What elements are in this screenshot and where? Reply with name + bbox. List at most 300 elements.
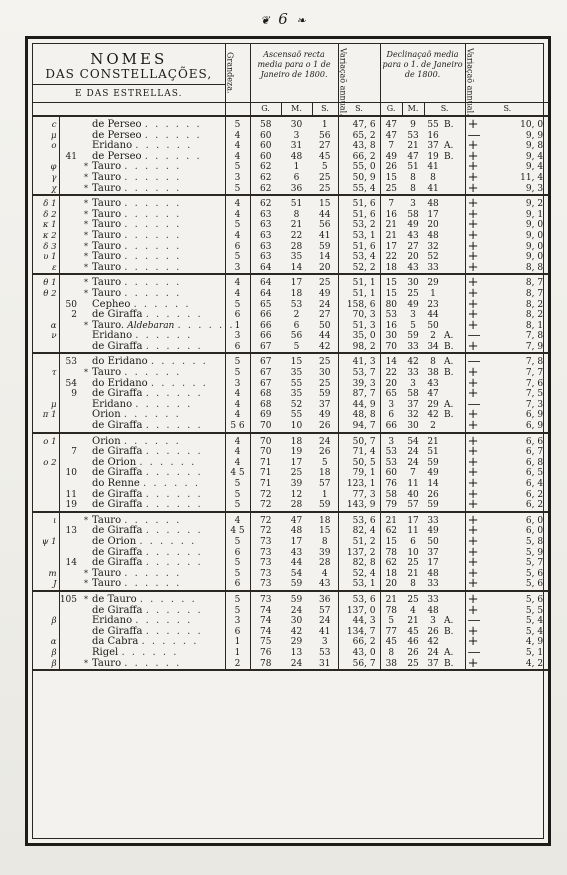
ra-annual-variation: 87, 7 xyxy=(338,389,380,400)
leader-dots: . . . . . . xyxy=(150,377,208,389)
dec-seconds: 17 xyxy=(427,558,439,569)
dec-minutes: 6 xyxy=(410,536,416,547)
star-name: Tauro xyxy=(92,657,122,669)
star-letter xyxy=(33,627,59,638)
tauro-marker xyxy=(81,389,91,400)
dec-minutes: 33 xyxy=(407,368,419,379)
star-name: Tauro. xyxy=(92,319,125,331)
star-name: Tauro xyxy=(92,240,122,252)
ra-annual-variation: 41, 3 xyxy=(338,353,380,368)
ra-seconds: 25 xyxy=(312,184,338,196)
dec-degrees: 47 xyxy=(385,130,398,141)
dec-hemisphere xyxy=(442,289,465,300)
dec-seconds: 50 xyxy=(427,536,439,547)
star-letter: δ 3 xyxy=(33,242,59,253)
star-number xyxy=(59,606,81,617)
dec-annual-variation: 6, 0 xyxy=(525,526,544,537)
ra-minutes: 18 xyxy=(290,436,303,447)
leader-dots: . . . . . . xyxy=(145,340,203,352)
tauro-marker xyxy=(81,141,91,152)
dec-hemisphere xyxy=(442,548,465,559)
dec-variation-sign: + xyxy=(467,555,479,571)
ra-annual-variation: 137, 2 xyxy=(338,548,380,559)
dec-seconds: 8 xyxy=(430,172,436,183)
tauro-marker xyxy=(81,421,91,433)
ra-degrees: 74 xyxy=(260,616,272,627)
star-name: Tauro xyxy=(92,514,122,526)
dec-hemisphere xyxy=(442,263,465,275)
dec-degrees: 38 xyxy=(380,659,402,671)
star-letter xyxy=(33,591,59,606)
star-number: 13 xyxy=(65,526,77,537)
table-row xyxy=(33,579,549,591)
dec-hemisphere xyxy=(442,184,465,196)
ra-annual-variation: 50, 9 xyxy=(338,173,380,184)
ra-annual-variation: 53, 6 xyxy=(338,512,380,527)
tauro-marker xyxy=(81,342,91,354)
leader-dots: . . . . . . xyxy=(124,251,182,263)
tauro-marker xyxy=(81,490,91,501)
star-name: de Giraffa xyxy=(92,557,143,569)
ra-seconds: 49 xyxy=(312,410,338,421)
ra-annual-variation: 51, 6 xyxy=(338,242,380,253)
dec-seconds: 47 xyxy=(427,389,439,400)
star-number xyxy=(59,368,81,379)
star-name: Tauro xyxy=(92,367,122,379)
star-letter: υ 1 xyxy=(33,252,59,263)
dec-minutes: 53 xyxy=(407,130,419,141)
dec-seconds: 38 xyxy=(427,368,439,379)
dec-seconds: 41 xyxy=(424,184,442,196)
dec-minutes: 27 xyxy=(407,241,419,252)
dec-degrees: 6 xyxy=(388,410,395,421)
dec-annual-variation: 9, 0 xyxy=(525,220,544,231)
ra-minutes: 53 xyxy=(290,299,303,310)
star-number xyxy=(59,252,81,263)
star-name: Tauro xyxy=(92,182,122,194)
dec-annual-variation: 8, 1 xyxy=(525,320,544,331)
dec-seconds: 48 xyxy=(427,568,439,579)
magnitude: 5 6 xyxy=(225,421,250,433)
dec-seconds: 59 xyxy=(424,500,442,512)
dec-annual-variation: 9, 0 xyxy=(525,241,544,252)
ra-annual-variation: 79, 1 xyxy=(338,468,380,479)
ra-minutes: 2 xyxy=(293,310,300,321)
star-name: Tauro xyxy=(92,251,122,263)
dec-hemisphere xyxy=(442,637,465,648)
tauro-marker xyxy=(81,331,91,342)
dec-hemisphere: B. xyxy=(442,410,465,421)
header-variacao-2: Variaçaõ annual. xyxy=(465,44,549,103)
tauro-marker: * xyxy=(84,172,88,182)
dec-minutes: 25 xyxy=(407,558,419,569)
magnitude: 3 xyxy=(225,616,250,627)
ra-minutes: 52 xyxy=(290,399,303,410)
star-name: de Giraffa xyxy=(92,525,143,537)
dec-annual-variation: 5, 4 xyxy=(525,616,544,627)
magnitude: 1 xyxy=(225,637,250,648)
star-name-cell xyxy=(91,274,225,289)
leader-dots: . . . . . . xyxy=(145,604,203,616)
dec-degrees: 78 xyxy=(385,605,398,616)
ra-seconds: 25 xyxy=(312,274,338,289)
ra-minutes: 17 xyxy=(290,278,303,289)
magnitude: 4 5 xyxy=(225,468,250,479)
star-number xyxy=(59,659,81,671)
ra-annual-variation: 143, 9 xyxy=(338,500,380,512)
dec-minutes: 8 xyxy=(402,579,424,591)
leader-dots: . . . . . . xyxy=(124,208,182,220)
dec-hemisphere xyxy=(442,379,465,390)
dec-minutes: 7 xyxy=(410,468,416,479)
ra-minutes: 43 xyxy=(290,547,303,558)
dec-degrees: 79 xyxy=(380,500,402,512)
magnitude: 5 xyxy=(225,162,250,173)
star-proper-name: Aldebaran xyxy=(127,320,175,331)
star-letter xyxy=(33,468,59,479)
magnitude: 5 xyxy=(225,368,250,379)
leader-dots: . . . . . . xyxy=(121,646,179,658)
star-number xyxy=(59,579,81,591)
star-letter xyxy=(33,558,59,569)
table-row xyxy=(33,263,549,275)
dec-hemisphere xyxy=(442,433,465,448)
star-letter: ε xyxy=(33,263,59,275)
ra-minutes: 5 xyxy=(281,342,312,354)
dec-minutes: 4 xyxy=(410,605,416,616)
ra-degrees: 67 xyxy=(260,378,272,389)
magnitude: 4 xyxy=(225,400,250,411)
ra-degrees: 60 xyxy=(260,130,272,141)
dec-hemisphere: A. xyxy=(442,400,465,411)
tauro-marker: * xyxy=(84,199,88,209)
dec-minutes: 57 xyxy=(402,500,424,512)
ra-annual-variation: 55, 4 xyxy=(338,184,380,196)
star-number xyxy=(59,458,81,469)
ra-minutes: 22 xyxy=(290,230,303,241)
dec-minutes: 58 xyxy=(407,389,419,400)
dec-variation-sign: + xyxy=(467,227,479,243)
ra-minutes: 13 xyxy=(290,647,303,658)
dec-variation-sign: + xyxy=(467,386,479,402)
ra-annual-variation: 52, 4 xyxy=(338,569,380,580)
ra-minutes: 59 xyxy=(290,594,303,605)
dec-variation-sign: + xyxy=(467,317,479,333)
star-number: 7 xyxy=(71,447,77,458)
leader-dots: . . . . . . xyxy=(124,277,182,289)
dec-hemisphere: B. xyxy=(442,368,465,379)
sub-ra-m: M. xyxy=(281,103,312,117)
ra-seconds: 42 xyxy=(312,342,338,354)
dec-minutes: 26 xyxy=(407,647,419,658)
magnitude: 3 xyxy=(225,173,250,184)
star-number xyxy=(59,342,81,354)
star-name-cell xyxy=(91,184,225,196)
tauro-marker: * xyxy=(84,162,88,172)
dec-minutes: 21 xyxy=(407,616,419,627)
ra-annual-variation: 66, 2 xyxy=(338,152,380,163)
dec-annual-variation: 6, 2 xyxy=(479,500,549,512)
dec-seconds: 16 xyxy=(427,130,439,141)
dec-hemisphere: B. xyxy=(442,342,465,354)
ra-minutes: 3 xyxy=(293,130,300,141)
ra-minutes: 1 xyxy=(293,162,300,173)
dec-annual-variation: 9, 0 xyxy=(525,252,544,263)
dec-seconds: 26 xyxy=(427,626,439,637)
dec-annual-variation: 8, 2 xyxy=(525,299,544,310)
ra-annual-variation: 158, 6 xyxy=(338,300,380,311)
dec-variation-sign: + xyxy=(467,433,479,449)
star-number xyxy=(59,162,81,173)
magnitude: 3 xyxy=(225,263,250,275)
dec-minutes: 42 xyxy=(407,357,419,368)
dec-hemisphere xyxy=(442,173,465,184)
ra-annual-variation: 53, 1 xyxy=(338,231,380,242)
ra-minutes: 14 xyxy=(281,263,312,275)
tauro-marker xyxy=(81,616,91,627)
dec-minutes: 43 xyxy=(407,230,419,241)
dec-variation-sign: + xyxy=(467,117,479,132)
ra-minutes: 54 xyxy=(290,568,303,579)
dec-annual-variation: 9, 2 xyxy=(525,199,544,210)
leader-dots: . . . . . . xyxy=(145,625,203,637)
dec-degrees: 70 xyxy=(380,342,402,354)
dec-annual-variation: 5, 6 xyxy=(525,568,544,579)
ra-annual-variation: 52, 2 xyxy=(338,263,380,275)
ra-minutes: 12 xyxy=(290,489,303,500)
ra-degrees: 65 xyxy=(260,299,272,310)
star-letter xyxy=(33,152,59,163)
star-name: Orion xyxy=(92,409,121,421)
magnitude: 4 xyxy=(225,447,250,458)
ra-minutes: 36 xyxy=(281,184,312,196)
dec-seconds: 29 xyxy=(427,399,439,410)
tauro-marker xyxy=(81,310,91,321)
star-name: Tauro xyxy=(92,208,122,220)
dec-seconds: 37 xyxy=(424,659,442,671)
table-row xyxy=(33,421,549,433)
tauro-marker xyxy=(81,537,91,548)
ra-minutes: 35 xyxy=(290,252,303,263)
leader-dots: . . . . . . xyxy=(124,261,182,273)
dec-annual-variation: 10, 0 xyxy=(520,120,544,130)
tauro-marker: * xyxy=(84,252,88,262)
magnitude: 5 xyxy=(225,490,250,501)
dec-annual-variation: 8, 8 xyxy=(479,263,549,275)
star-name: de Giraffa xyxy=(92,309,143,321)
table-frame xyxy=(25,36,551,846)
leader-dots: . . . . . . xyxy=(144,119,202,130)
ra-annual-variation: 35, 0 xyxy=(338,331,380,342)
leader-dots: . . . . . . xyxy=(144,150,202,162)
ra-minutes: 18 xyxy=(290,288,303,299)
star-name: de Perseo xyxy=(92,119,142,130)
ra-degrees: 73 xyxy=(260,536,272,547)
ra-seconds: 49 xyxy=(312,289,338,300)
ra-seconds: 36 xyxy=(312,591,338,606)
ra-seconds: 24 xyxy=(312,433,338,448)
ra-degrees: 76 xyxy=(260,647,272,658)
ra-annual-variation: 53, 7 xyxy=(338,368,380,379)
ra-degrees: 63 xyxy=(260,252,272,263)
ra-minutes: 29 xyxy=(290,637,303,648)
star-letter: α xyxy=(33,321,59,332)
tauro-marker: * xyxy=(81,659,91,671)
star-number xyxy=(59,220,81,231)
dec-degrees: 21 xyxy=(385,515,398,526)
star-catalogue-table xyxy=(33,44,549,671)
dec-annual-variation: 6, 2 xyxy=(525,489,544,500)
dec-annual-variation: 7, 8 xyxy=(525,357,544,368)
dec-annual-variation: 5, 5 xyxy=(525,605,544,616)
star-letter: μ xyxy=(33,131,59,142)
dec-seconds: 42 xyxy=(427,410,439,421)
ra-seconds: 26 xyxy=(312,421,338,433)
ra-minutes: 17 xyxy=(290,536,303,547)
dec-hemisphere xyxy=(442,421,465,433)
ra-minutes: 25 xyxy=(290,468,303,479)
dec-minutes: 47 xyxy=(407,151,419,162)
star-name: de Giraffa xyxy=(92,499,143,511)
star-letter xyxy=(33,353,59,368)
dec-minutes: 45 xyxy=(407,626,419,637)
header-grandeza: Grandeza. xyxy=(225,44,250,103)
ra-degrees: 67 xyxy=(260,368,272,379)
dec-annual-variation: 6, 4 xyxy=(525,479,544,489)
dec-degrees: 66 xyxy=(380,421,402,433)
leader-dots: . . . . . . xyxy=(141,636,199,648)
tauro-marker: * xyxy=(84,209,88,219)
dec-minutes: 25 xyxy=(407,288,419,299)
star-name: Tauro xyxy=(92,229,122,241)
magnitude: 4 xyxy=(225,289,250,300)
dec-variation-sign: + xyxy=(467,169,479,185)
leader-dots: . . . . . . xyxy=(135,140,193,152)
dec-seconds: 2 xyxy=(424,421,442,433)
dec-variation-sign: + xyxy=(467,533,479,549)
leader-dots: . . . . . . xyxy=(145,446,203,458)
dec-annual-variation: 5, 1 xyxy=(525,647,544,658)
ra-annual-variation: 43, 8 xyxy=(338,141,380,152)
magnitude: 6 xyxy=(225,548,250,559)
star-name: de Tauro xyxy=(92,593,137,605)
dec-hemisphere xyxy=(442,389,465,400)
ra-seconds: 59 xyxy=(312,389,338,400)
star-number: 10 xyxy=(65,468,77,479)
ra-seconds: 44 xyxy=(312,210,338,221)
ra-minutes: 48 xyxy=(290,526,303,537)
magnitude: 5 xyxy=(225,558,250,569)
dec-minutes: 30 xyxy=(407,278,419,289)
dec-degrees: 20 xyxy=(385,378,398,389)
star-name: do Eridano xyxy=(92,356,148,368)
leader-dots: . . . . . . xyxy=(139,456,197,468)
dec-hemisphere xyxy=(442,300,465,311)
dec-degrees: 62 xyxy=(385,526,398,537)
dec-hemisphere xyxy=(442,242,465,253)
ra-annual-variation: 98, 2 xyxy=(338,342,380,354)
dec-variation-sign: + xyxy=(467,307,479,323)
dec-degrees: 3 xyxy=(388,399,395,410)
leader-dots: . . . . . . xyxy=(145,420,203,432)
ra-minutes: 39 xyxy=(290,479,303,489)
dec-minutes: 49 xyxy=(407,220,419,231)
star-name-cell xyxy=(91,263,225,275)
star-number: 41 xyxy=(65,151,77,162)
dec-seconds: 44 xyxy=(427,310,439,321)
dec-variation-sign: + xyxy=(465,421,479,433)
tauro-marker xyxy=(81,131,91,142)
dec-annual-variation: 6, 7 xyxy=(525,447,544,458)
dec-hemisphere xyxy=(442,579,465,591)
dec-degrees: 22 xyxy=(385,368,398,379)
star-letter xyxy=(33,421,59,433)
dec-seconds: 29 xyxy=(427,278,439,289)
dec-variation-sign: + xyxy=(467,159,479,175)
tauro-marker: * xyxy=(84,241,88,251)
dec-annual-variation: 8, 2 xyxy=(525,310,544,321)
star-number xyxy=(59,410,81,421)
dec-seconds: 34 xyxy=(424,342,442,354)
dec-degrees: 53 xyxy=(385,310,398,321)
dec-degrees: 5 xyxy=(388,616,395,627)
star-name: de Giraffa xyxy=(92,467,143,479)
tauro-marker xyxy=(81,468,91,479)
dec-annual-variation: 7, 6 xyxy=(525,378,544,389)
star-number xyxy=(59,548,81,559)
star-number: 54 xyxy=(65,378,77,389)
dec-seconds: 41 xyxy=(427,162,439,173)
star-name: de Giraffa xyxy=(92,488,143,500)
ra-seconds: 28 xyxy=(312,558,338,569)
star-letter: ι xyxy=(33,512,59,527)
header-constellations: NOMES DAS CONSTELLAÇÕES, E DAS ESTRELLAS. xyxy=(33,44,225,103)
dec-variation-sign: + xyxy=(467,296,479,312)
ra-annual-variation: 134, 7 xyxy=(338,627,380,638)
magnitude: 5 xyxy=(225,300,250,311)
ra-seconds: 1 xyxy=(312,490,338,501)
star-letter: β xyxy=(33,648,59,659)
star-letter xyxy=(33,500,59,512)
magnitude: 5 xyxy=(225,353,250,368)
tauro-marker: * xyxy=(84,320,88,330)
dec-degrees: 3 xyxy=(388,436,395,447)
ra-annual-variation: 53, 1 xyxy=(338,579,380,591)
ra-degrees: 68 xyxy=(260,389,272,400)
dec-minutes: 32 xyxy=(407,410,419,421)
leader-dots: . . . . . . xyxy=(124,514,182,526)
ra-degrees: 74 xyxy=(260,605,272,616)
dec-variation-sign: + xyxy=(467,486,479,502)
magnitude: 4 xyxy=(225,152,250,163)
star-letter xyxy=(33,479,59,490)
magnitude: 5 xyxy=(225,116,250,131)
dec-hemisphere xyxy=(442,274,465,289)
dec-seconds: 48 xyxy=(427,199,439,210)
star-letter xyxy=(33,490,59,501)
leader-dots: . . . . . . xyxy=(135,398,193,410)
ra-degrees: 64 xyxy=(260,288,272,299)
table-row xyxy=(33,342,549,354)
star-letter xyxy=(33,389,59,400)
tauro-marker: * xyxy=(84,220,88,230)
dec-variation-sign: + xyxy=(467,523,479,539)
ra-degrees: 72 xyxy=(260,515,272,526)
ra-seconds: 27 xyxy=(312,141,338,152)
dec-minutes: 3 xyxy=(410,378,416,389)
dec-degrees: 22 xyxy=(385,252,398,263)
dec-hemisphere xyxy=(442,210,465,221)
